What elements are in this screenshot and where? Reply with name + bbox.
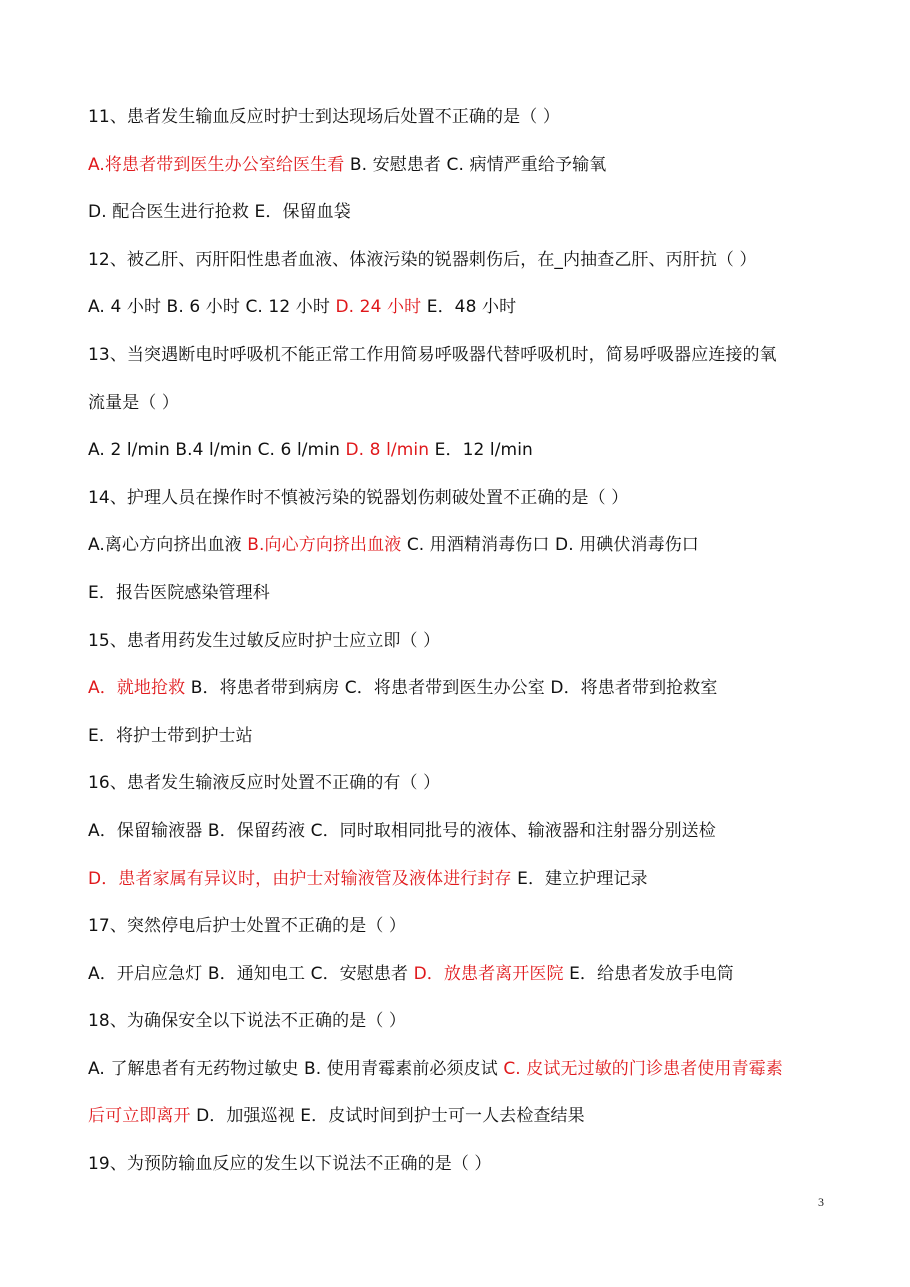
answer-highlight: D. 24 小时 [335, 297, 422, 318]
text-line [88, 284, 833, 332]
text-line [88, 570, 833, 618]
text-line [88, 380, 833, 428]
text-segment: E．48 小时 [421, 297, 517, 318]
answer-highlight: D．患者家属有异议时，由护士对输液管及液体进行封存 [88, 868, 512, 889]
answer-highlight: A.将患者带到医生办公室给医生看 [88, 154, 345, 175]
text-segment: E．将护士带到护士站 [88, 725, 253, 746]
text-segment: E．建立护理记录 [511, 868, 648, 889]
text-segment: A. 2 l/min B.4 l/min C. 6 l/min [88, 440, 346, 461]
text-line [88, 998, 833, 1046]
text-line [88, 808, 833, 856]
question-list [88, 94, 833, 1189]
text-segment: 17、突然停电后护士处置不正确的是（ ） [88, 916, 407, 937]
text-segment: E．12 l/min [429, 440, 533, 461]
text-line [88, 427, 833, 475]
answer-highlight: C. 皮试无过敏的门诊患者使用青霉素 [503, 1058, 783, 1079]
text-segment: D．加强巡视 E．皮试时间到护士可一人去检查结果 [190, 1106, 585, 1127]
answer-highlight: D. 8 l/min [345, 440, 430, 461]
answer-highlight: 后可立即离开 [88, 1106, 191, 1127]
text-line [88, 760, 833, 808]
text-segment: 13、当突遇断电时呼吸机不能正常工作用简易呼吸器代替呼吸机时，简易呼吸器应连接的氧 [88, 344, 777, 365]
text-line [88, 856, 833, 904]
text-segment: 11、患者发生输血反应时护士到达现场后处置不正确的是（ ） [88, 107, 560, 127]
text-line [88, 189, 833, 237]
text-segment: 18、为确保安全以下说法不正确的是（ ） [88, 1011, 407, 1032]
text-segment: 15、患者用药发生过敏反应时护士应立即（ ） [88, 630, 441, 651]
text-line [88, 713, 833, 761]
text-line [88, 618, 833, 666]
text-line [88, 951, 833, 999]
text-line [88, 522, 833, 570]
text-line [88, 1141, 833, 1189]
text-line [88, 1093, 833, 1141]
text-line [88, 1046, 833, 1094]
text-segment: A. 了解患者有无药物过敏史 B. 使用青霉素前必须皮试 [88, 1058, 504, 1079]
text-segment: A. 4 小时 B. 6 小时 C. 12 小时 [88, 297, 336, 318]
text-segment: E．给患者发放手电筒 [563, 963, 734, 984]
text-line [88, 903, 833, 951]
text-segment: B. 安慰患者 C. 病情严重给予输氧 [344, 154, 607, 175]
text-segment: D. 配合医生进行抢救 E．保留血袋 [88, 202, 351, 223]
text-segment: A．开启应急灯 B．通知电工 C．安慰患者 [88, 963, 414, 984]
text-segment: 流量是（ ） [88, 392, 180, 413]
text-line [88, 332, 833, 380]
text-segment: 14、护理人员在操作时不慎被污染的锐器划伤刺破处置不正确的是（ ） [88, 487, 629, 508]
text-segment: 12、被乙肝、丙肝阳性患者血液、体液污染的锐器刺伤后，在_内抽查乙肝、丙肝抗（ ） [88, 249, 757, 270]
text-segment: E．报告医院感染管理科 [88, 582, 270, 603]
answer-highlight: B.向心方向挤出血液 [247, 535, 402, 556]
text-line [88, 665, 833, 713]
answer-highlight: A．就地抢救 [88, 678, 186, 699]
text-line [88, 475, 833, 523]
text-segment: A．保留输液器 B．保留药液 C．同时取相同批号的液体、输液器和注射器分别送检 [88, 820, 716, 841]
text-line [88, 94, 833, 142]
page-number: 3 [818, 1195, 824, 1209]
text-segment: 19、为预防输血反应的发生以下说法不正确的是（ ） [88, 1154, 492, 1175]
text-line [88, 142, 833, 190]
text-segment: A.离心方向挤出血液 [88, 535, 248, 556]
answer-highlight: D．放患者离开医院 [413, 963, 564, 984]
text-line [88, 237, 833, 285]
text-segment: 16、患者发生输液反应时处置不正确的有（ ） [88, 773, 441, 794]
text-segment: B．将患者带到病房 C．将患者带到医生办公室 D．将患者带到抢救室 [185, 678, 718, 699]
text-segment: C. 用酒精消毒伤口 D. 用碘伏消毒伤口 [401, 535, 699, 556]
